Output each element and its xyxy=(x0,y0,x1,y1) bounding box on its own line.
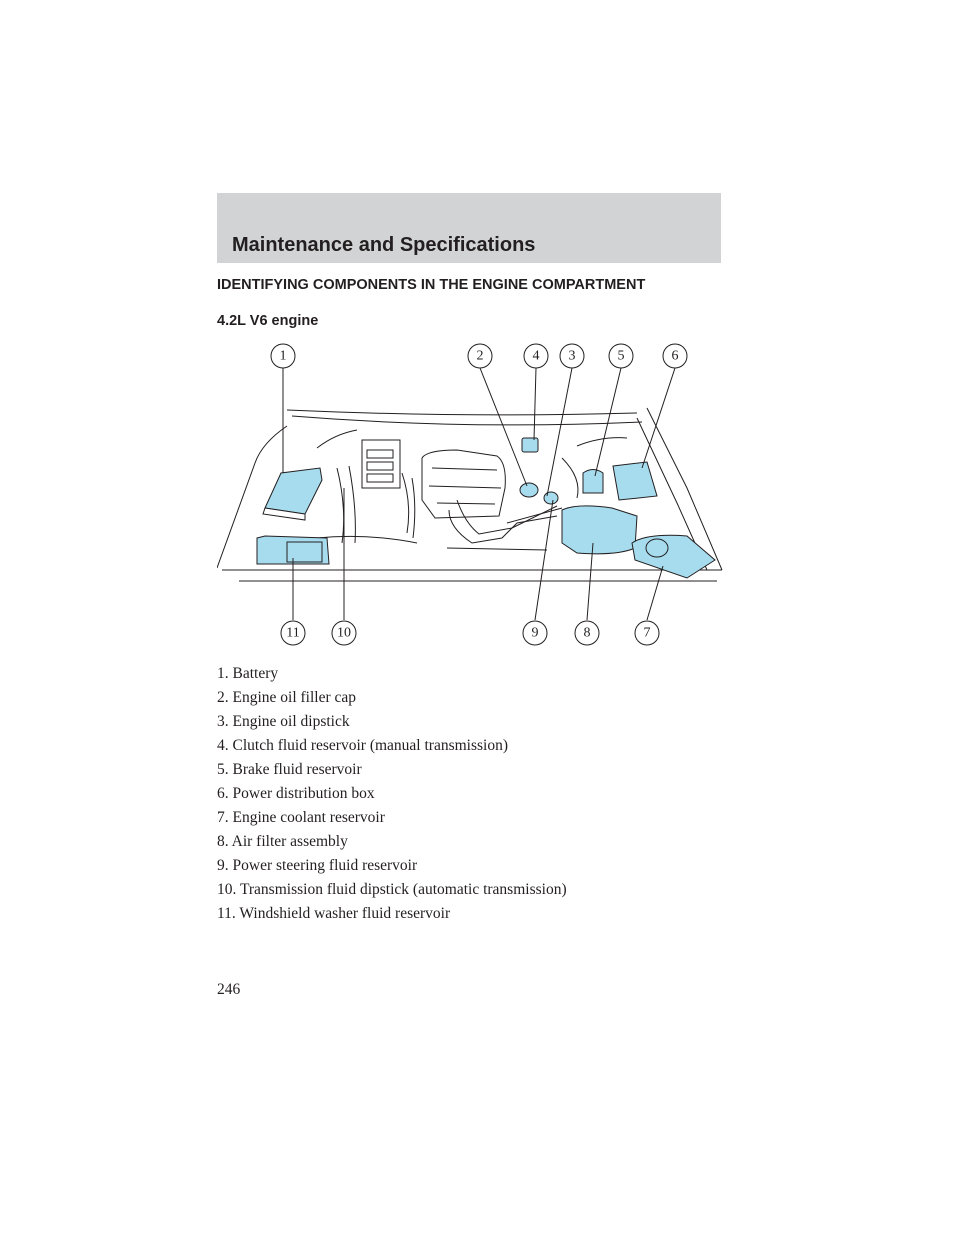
legend-item: 7. Engine coolant reservoir xyxy=(217,809,385,826)
legend-item: 8. Air filter assembly xyxy=(217,833,348,850)
callout-1: 1 xyxy=(279,348,287,364)
page-title: Maintenance and Specifications xyxy=(232,234,536,256)
callout-6: 6 xyxy=(671,348,679,364)
component-legend xyxy=(217,663,567,927)
legend-item: 11. Windshield washer fluid reservoir xyxy=(217,905,451,922)
callout-4: 4 xyxy=(532,348,540,364)
page-number: 246 xyxy=(217,981,241,998)
legend-item: 10. Transmission fluid dipstick (automatic transmission) xyxy=(217,881,567,898)
legend-item: 6. Power distribution box xyxy=(217,785,375,802)
callout-10: 10 xyxy=(337,625,351,641)
legend-item: 4. Clutch fluid reservoir (manual transmission) xyxy=(217,737,508,754)
callout-8: 8 xyxy=(583,625,591,641)
legend-item: 1. Battery xyxy=(217,665,279,682)
callout-7: 7 xyxy=(643,625,651,641)
callout-2: 2 xyxy=(476,348,484,364)
callout-9: 9 xyxy=(531,625,539,641)
legend-item: 3. Engine oil dipstick xyxy=(217,713,350,730)
callout-5: 5 xyxy=(617,348,625,364)
legend-item: 2. Engine oil filler cap xyxy=(217,689,357,706)
callout-11: 11 xyxy=(286,625,300,641)
legend-item: 9. Power steering fluid reservoir xyxy=(217,857,418,874)
engine-compartment-diagram xyxy=(217,338,727,653)
engine-subheading: 4.2L V6 engine xyxy=(217,313,319,329)
section-heading: IDENTIFYING COMPONENTS IN THE ENGINE COMPARTMENT xyxy=(217,277,646,293)
callout-3: 3 xyxy=(568,348,576,364)
legend-item: 5. Brake fluid reservoir xyxy=(217,761,362,778)
header-band xyxy=(217,193,721,263)
